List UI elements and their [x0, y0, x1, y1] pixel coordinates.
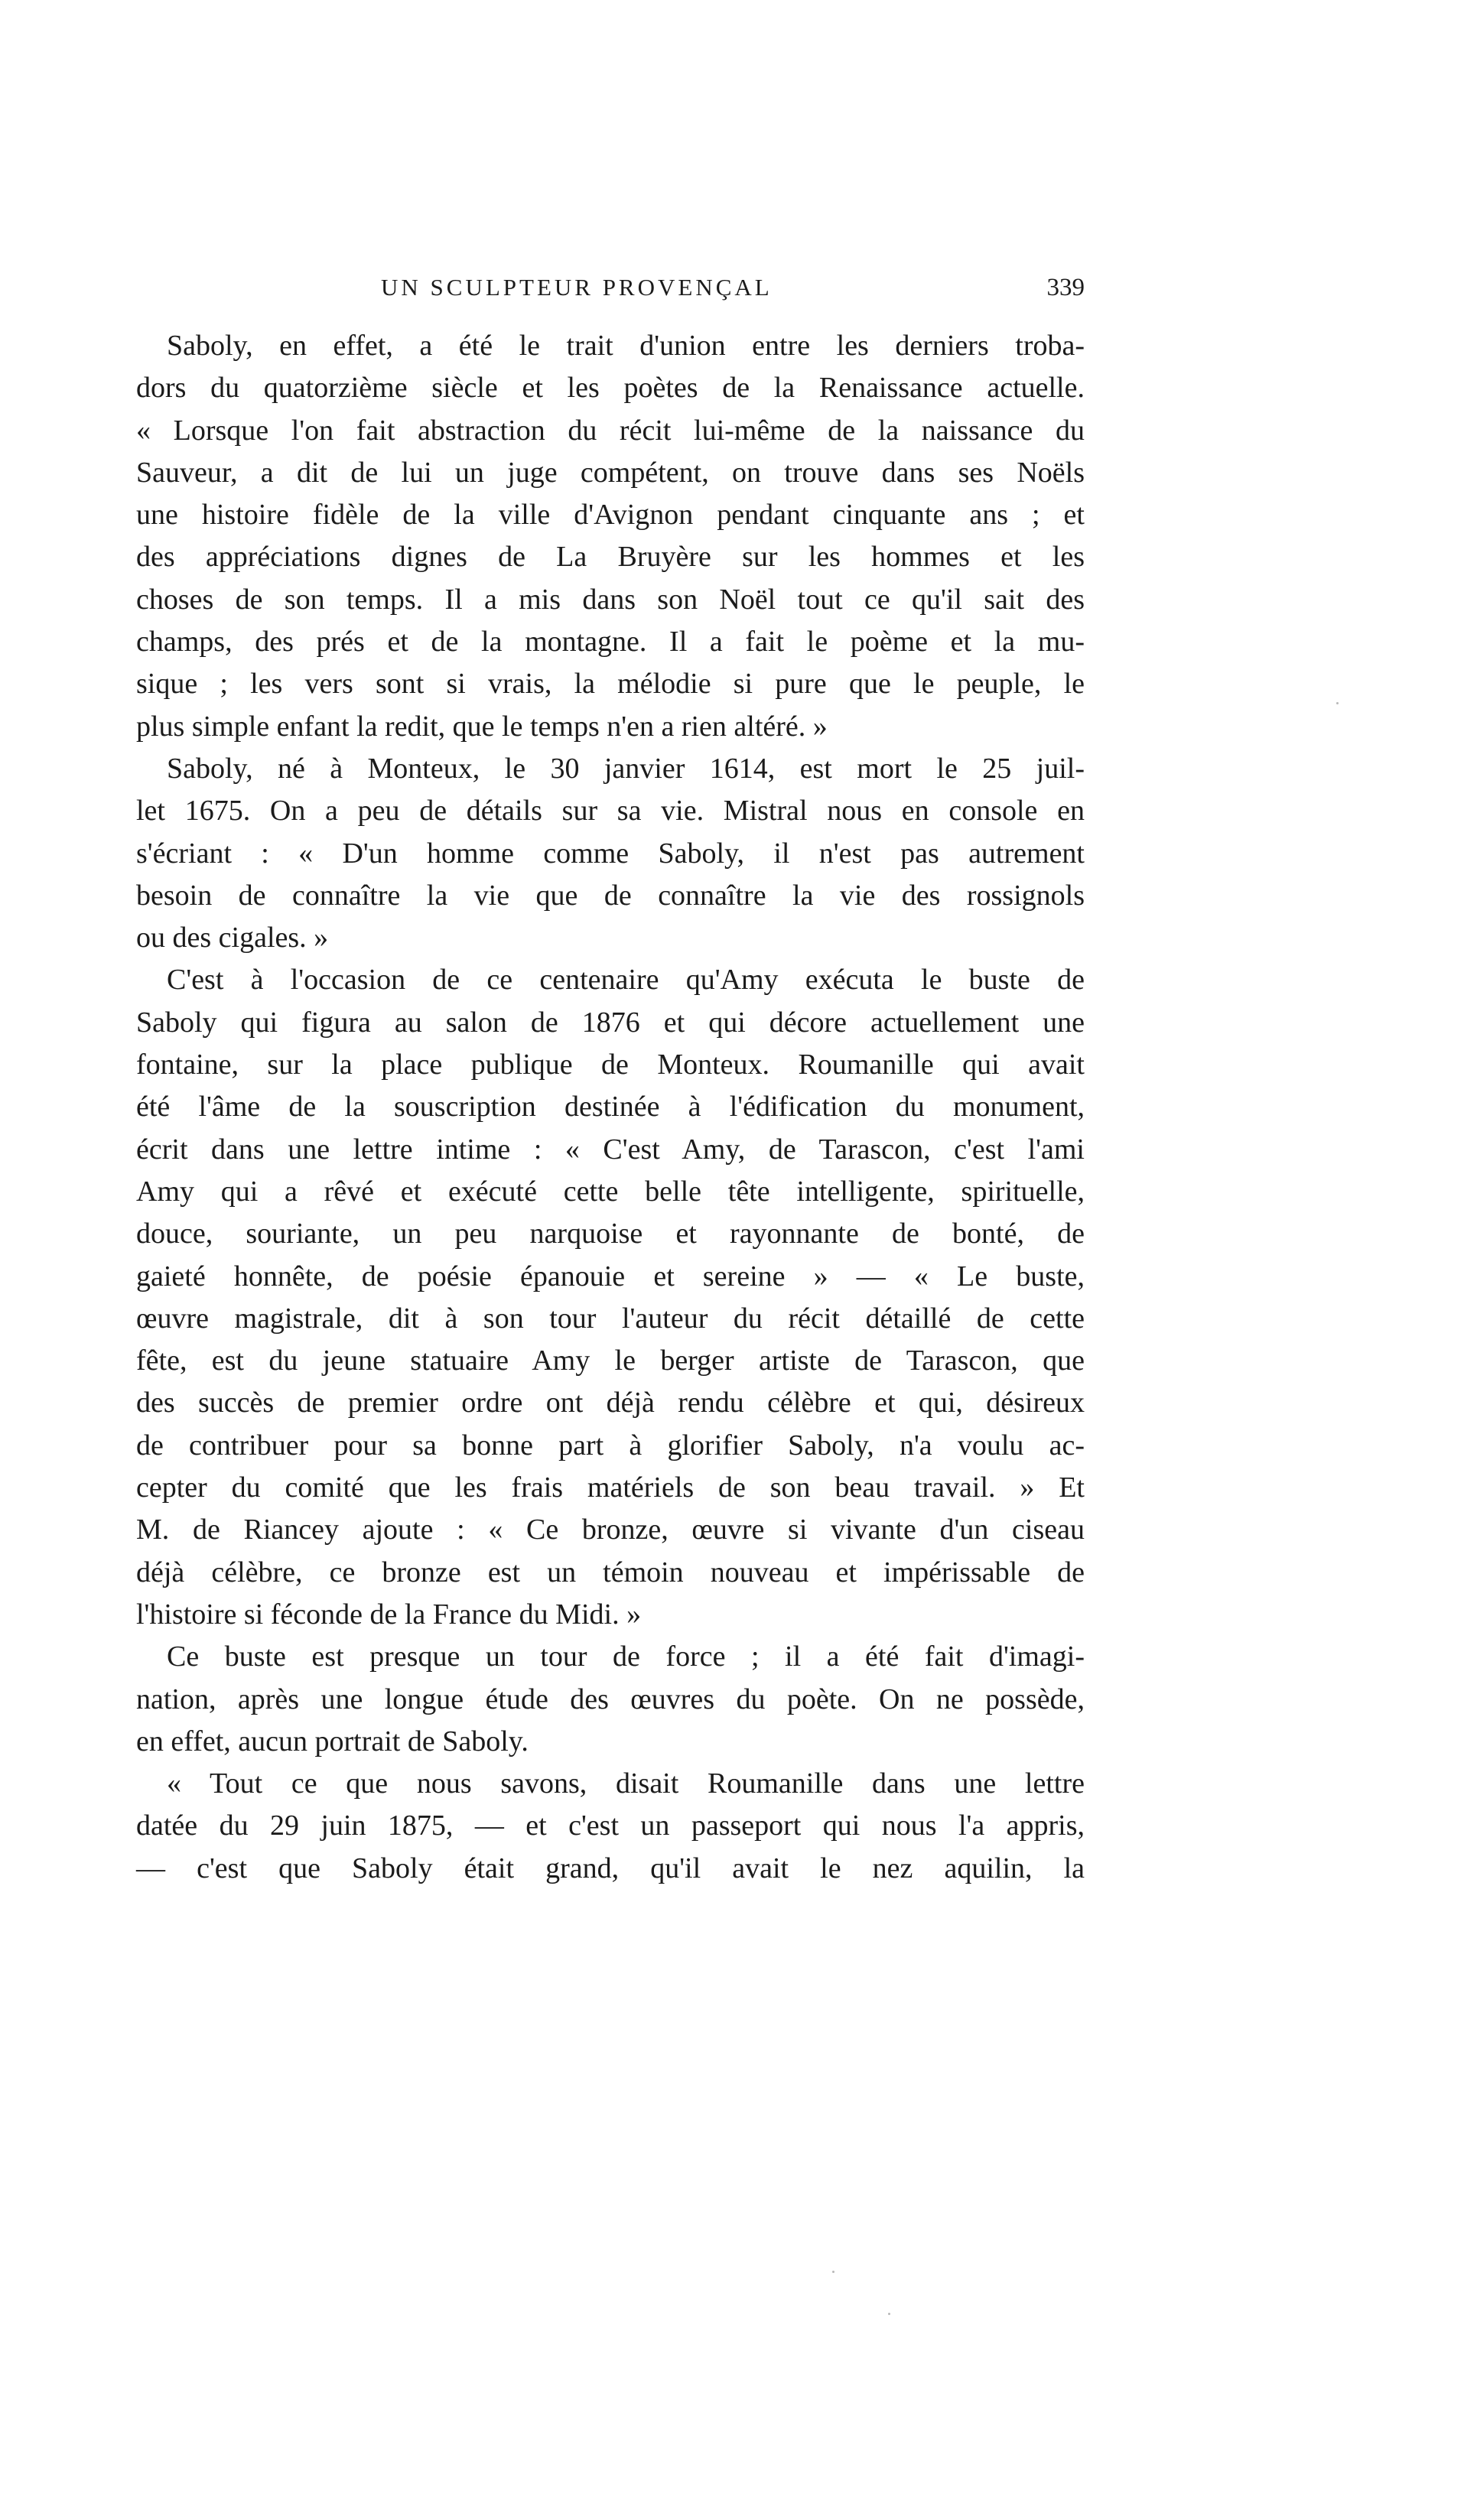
text-line: déjà célèbre, ce bronze est un témoin nouveau et impérissable de — [136, 1556, 1085, 1588]
text-line: des appréciations dignes de La Bruyère sur les hommes et les — [136, 541, 1085, 574]
running-title: UN SCULPTEUR PROVENÇAL — [381, 274, 773, 301]
text-line: champs, des prés et de la montagne. Il a fait le poème et la mu- — [136, 626, 1085, 658]
text-line: « Lorsque l'on fait abstraction du récit lui-même de la naissance du — [136, 414, 1085, 447]
text-line: Saboly, né à Monteux, le 30 janvier 1614, est mort le 25 juil- — [167, 752, 1085, 785]
text-line: M. de Riancey ajoute : « Ce bronze, œuvre si vivante d'un ciseau — [136, 1514, 1085, 1546]
text-line: nation, après une longue étude des œuvres du poète. On ne possède, — [136, 1683, 1085, 1715]
text-line: C'est à l'occasion de ce centenaire qu'Amy exécuta le buste de — [167, 964, 1085, 997]
text-line: une histoire fidèle de la ville d'Avignon pendant cinquante ans ; et — [136, 499, 1085, 532]
text-line: « Tout ce que nous savons, disait Roumanille dans une lettre — [167, 1767, 1085, 1800]
text-line: fontaine, sur la place publique de Monteux. Roumanille qui avait — [136, 1049, 1085, 1081]
text-line: plus simple enfant la redit, que le temps n'en a rien altéré. » — [136, 710, 828, 743]
text-line: des succès de premier ordre ont déjà rendu célèbre et qui, désireux — [136, 1387, 1085, 1419]
text-line: besoin de connaître la vie que de connaître la vie des rossignols — [136, 879, 1085, 912]
paper-speck — [888, 2313, 890, 2315]
text-line: Saboly qui figura au salon de 1876 et qui décore actuellement une — [136, 1006, 1085, 1039]
text-line: sique ; les vers sont si vrais, la mélodie si pure que le peuple, le — [136, 668, 1085, 701]
text-line: été l'âme de la souscription destinée à l'édification du monument, — [136, 1091, 1085, 1123]
text-line: écrit dans une lettre intime : « C'est Amy, de Tarascon, c'est l'ami — [136, 1133, 1085, 1166]
text-line: dors du quatorzième siècle et les poètes de la Renaissance actuelle. — [136, 372, 1085, 405]
text-line: douce, souriante, un peu narquoise et rayonnante de bonté, de — [136, 1218, 1085, 1250]
running-head — [136, 268, 1085, 314]
text-line: Ce buste est presque un tour de force ; il a été fait d'imagi- — [167, 1640, 1085, 1673]
text-line: let 1675. On a peu de détails sur sa vie. Mistral nous en console en — [136, 795, 1085, 828]
text-line: en effet, aucun portrait de Saboly. — [136, 1725, 529, 1757]
page-number: 339 — [1046, 274, 1085, 301]
text-line: fête, est du jeune statuaire Amy le berger artiste de Tarascon, que — [136, 1345, 1085, 1377]
text-line: s'écriant : « D'un homme comme Saboly, il n'est pas autrement — [136, 837, 1085, 870]
text-line: Amy qui a rêvé et exécuté cette belle tête intelligente, spirituelle, — [136, 1175, 1085, 1208]
text-line: cepter du comité que les frais matériels de son beau travail. » Et — [136, 1471, 1085, 1504]
body-text — [136, 325, 1085, 1890]
text-line: l'histoire si féconde de la France du Midi. » — [136, 1598, 642, 1631]
paper-speck — [832, 2271, 834, 2273]
text-line: datée du 29 juin 1875, — et c'est un passeport qui nous l'a appris, — [136, 1810, 1085, 1842]
text-line: Saboly, en effet, a été le trait d'union entre les derniers troba- — [167, 330, 1085, 362]
text-line: choses de son temps. Il a mis dans son Noël tout ce qu'il sait des — [136, 583, 1085, 616]
text-line: œuvre magistrale, dit à son tour l'auteur du récit détaillé de cette — [136, 1302, 1085, 1335]
text-line: — c'est que Saboly était grand, qu'il avait le nez aquilin, la — [136, 1852, 1085, 1884]
paper-speck — [1336, 702, 1339, 704]
text-line: Sauveur, a dit de lui un juge compétent, on trouve dans ses Noëls — [136, 456, 1085, 489]
text-line: gaieté honnête, de poésie épanouie et sereine » — « Le buste, — [136, 1260, 1085, 1293]
text-line: de contribuer pour sa bonne part à glorifier Saboly, n'a voulu ac- — [136, 1429, 1085, 1462]
text-line: ou des cigales. » — [136, 922, 329, 954]
